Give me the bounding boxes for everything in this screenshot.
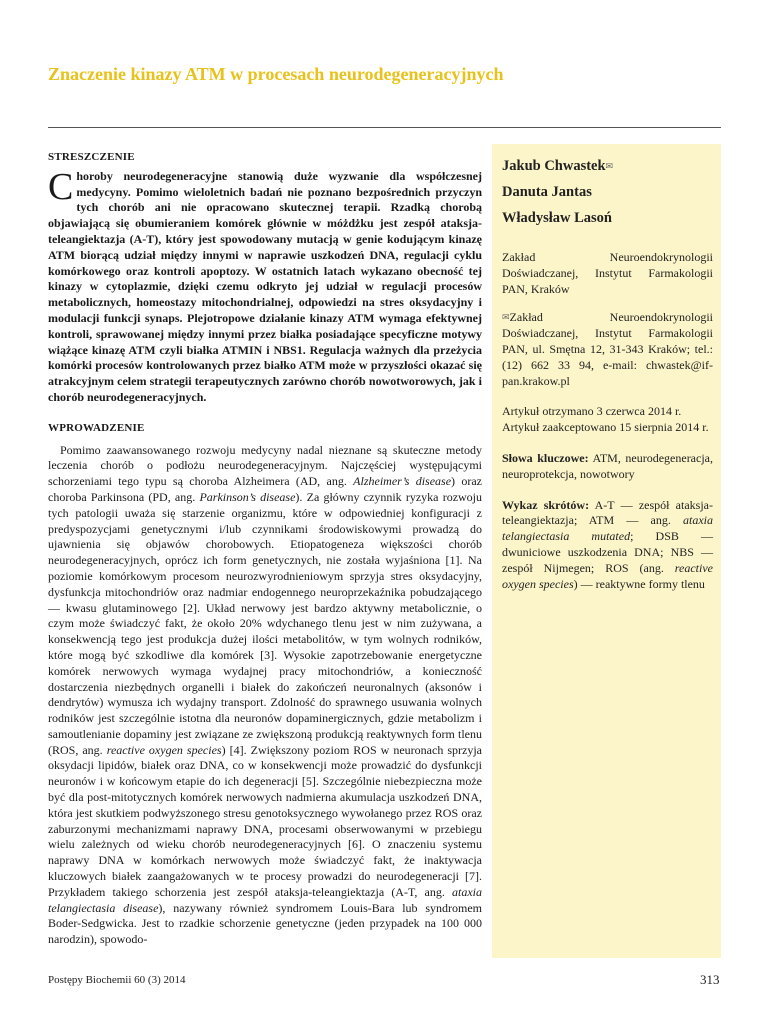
abbr-text-3: ) — reaktywne formy tlenu (573, 576, 705, 591)
abbr-italic-2: reactive oxygen species (502, 560, 713, 591)
abbreviations (502, 498, 713, 593)
main-column (48, 150, 482, 948)
affiliation: Zakład Neuroendokrynologii Doświadczanej, Instytut Farmakologii PAN, Kraków (502, 250, 713, 296)
abbr-text-2: ; DSB — dwuniciowe uszkodzenia DNA; NBS — zespół Nijmegen; ROS (ang. (502, 529, 713, 575)
author-2: Danuta Jantas (502, 184, 592, 200)
intro-heading: WPROWADZENIE (48, 421, 145, 434)
author-1-name: Jakub Chwastek (502, 158, 606, 174)
author-1 (502, 158, 713, 175)
abbr-italic-1: ataxia telangiectasia mutated (502, 513, 713, 544)
correspondence (502, 310, 713, 389)
received-date: Artykuł otrzymano 3 czerwca 2014 r. (502, 404, 682, 419)
author-3: Władysław Lasoń (502, 210, 612, 226)
keywords-text: ATM, neurodegeneracja, neuroprotekcja, nowotwory (502, 450, 713, 481)
abbreviations-label: Wykaz skrótów: (502, 497, 590, 512)
info-sidebar (492, 144, 721, 958)
title-rule (48, 127, 721, 128)
abstract-dropcap: C (48, 165, 74, 208)
intro-text-5: ), nazywany również syndromem Louis-Bara lub syndromem Boder-Sedgwicka. Jest to rzadkie schorzenie genetyczne (jeden przypadek na 100 000 narodzin), spowodo- (48, 900, 482, 947)
intro-italic-2: Parkinson’s disease (199, 489, 296, 504)
intro-italic-1: Alzheimer’s disease (353, 474, 452, 489)
intro-paragraph (48, 443, 482, 949)
intro-text-3: ). Za główny czynnik ryzyka rozwoju tych patologii uważa się starzenie organizmu, które w odpowiedniej konfiguracji z predyspozycjami genetycznymi i/lub czynnikami środowiskowymi prowadzą do ujawnienia się objawów chorobowych. Etiopatogeneza większości chorób neurodegeneracyjnych, oprócz ich form genetycznych, nie została wyjaśniona [1]. Na poziomie komórkowym procesom neurozwyrodnieniowym sprzyja stres oksydacyjny, dysfunkcja mitochondriów oraz nadmiar endogennego neuroprzekaźnika pobudzającego — kwasu glutaminowego [2]. Układ nerwowy jest bardzo aktywny metabolicznie, o czym może świadczyć fakt, że około 20% wdychanego tlenu jest w nim zużywana, a konsekwencją tego jest produkcja dużej ilości metabolitów, w tym wolnych rodników, które mogą być szkodliwe dla komórek [3]. Wysokie zapotrzebowanie energetyczne komórek nerwowych wymaga wydajnej pracy mitochondriów, a konieczność dostarczenia niezbędnych organelli i białek do zakończeń neuronalnych (aksonów i dendrytów) wymusza ich wydajny transport. Zdolność do sprawnego usuwania wolnych rodników jest szczególnie istotna dla neuronów dopaminergicznych, gdzie metabolizm i samoutlenianie dopaminy jest związane ze zwiększoną produkcją reaktywnych form tlenu (ROS, ang. (48, 489, 483, 757)
abstract-body: horoby neurodegeneracyjne stanowią duże wyzwanie dla współczesnej medycyny. Pomimo wieloletnich badań nie poznano bezpośrednich przyczyn tych chorób ani nie opracowano skutecznej terapii. Rzadką chorobą objawiającą się obumieraniem komórek głównie w móżdżku jest zespół ataksja-teleangiektazja (A-T), który jest spowodowany mutacją w genie kodującym kinazę ATM biorącą udział między innymi w naprawie uszkodzeń DNA, regulacji cyklu komórkowego oraz kontroli apoptozy. W ostatnich latach wykazano obecność tej kinazy w cytoplazmie, dzięki czemu odkryto jej udział w regulacji procesów metabolicznych, homeostazy mitochondrialnej, odpowiedzi na stres oksydacyjny i modulacji funkcji synaps. Plejotropowe działanie kinazy ATM wymaga efektywnej kontroli, sprawowanej między innymi przez białka posiadające specyficzne motywy wiążące kinazę ATM czyli białka ATMIN i NBS1. Regulacja ważnych dla przeżycia komórki procesów kontrolowanych przez białko ATM może w przyszłości okazać się atrakcyjnym celem strategii terapeutycznych zarówno chorób nowotworowych, jak i chorób neurodegeneracyjnych. (48, 168, 482, 404)
abstract-heading: STRESZCZENIE (48, 151, 135, 163)
accepted-date: Artykuł zaakceptowano 15 sierpnia 2014 r. (502, 420, 709, 435)
intro-italic-3: reactive oxygen species (106, 742, 222, 757)
envelope-icon-2: ✉ (502, 312, 510, 323)
abstract-text (48, 165, 482, 406)
intro-text-4: ) [4]. Zwiększony poziom ROS w neuronach sprzyja oksydacji lipidów, białek oraz DNA, co w konsekwencji może prowadzić do dysfunkcji neuronów i w końcowym etapie do ich degeneracji [5]. Szczególnie niebezpieczna może być dla post-mitotycznych komórek nerwowych nadmierna akumulacja uszkodzeń DNA, która jest skutkiem podwyższonego stresu genotoksycznego wywołanego przez ROS oraz zaburzonymi mechanizmami naprawy DNA, procesami obserwowanymi w przebiegu wielu zależnych od wieku chorób neurodegeneracyjnych [6]. O znaczeniu systemu naprawy DNA w komórkach nerwowych może świadczyć fakt, że inaktywacja kluczowych białek zaangażowanych w te procesy prowadzi do neurodegeneracji [7]. Przykładem takiego schorzenia jest zespół ataksja-teleangiektazja (A-T, ang. (48, 742, 483, 899)
page-number: 313 (700, 972, 720, 987)
envelope-icon: ✉ (605, 161, 614, 171)
article-title: Znaczenie kinazy ATM w procesach neurodegeneracyjnych (48, 64, 504, 84)
keywords-label: Słowa kluczowe: (502, 450, 589, 465)
intro-text-2: ) oraz choroba Parkinsona (PD, ang. (48, 474, 482, 504)
abbr-text-1: A-T — zespół ataksja-teleangiektazja; ATM — ang. (502, 497, 713, 528)
journal-footer: Postępy Biochemii 60 (3) 2014 (48, 974, 186, 986)
keywords (502, 451, 713, 483)
correspondence-text: Zakład Neuroendokrynologii Doświadczanej, Instytut Farmakologii PAN, ul. Smętna 12, 31-343 Kraków; tel.: (12) 662 33 94, e-mail: chwastek@if-pan.krakow.pl (502, 310, 713, 388)
intro-italic-4: ataxia telangiectasia disease (48, 884, 482, 915)
intro-text-1: Pomimo zaawansowanego rozwoju medycyny nadal nieznane są skuteczne metody leczenia chorób o podłożu neurodegeneracyjnym. Najczęściej występującymi schorzeniami tego typu są choroba Alzheimera (AD, ang. (48, 442, 482, 489)
